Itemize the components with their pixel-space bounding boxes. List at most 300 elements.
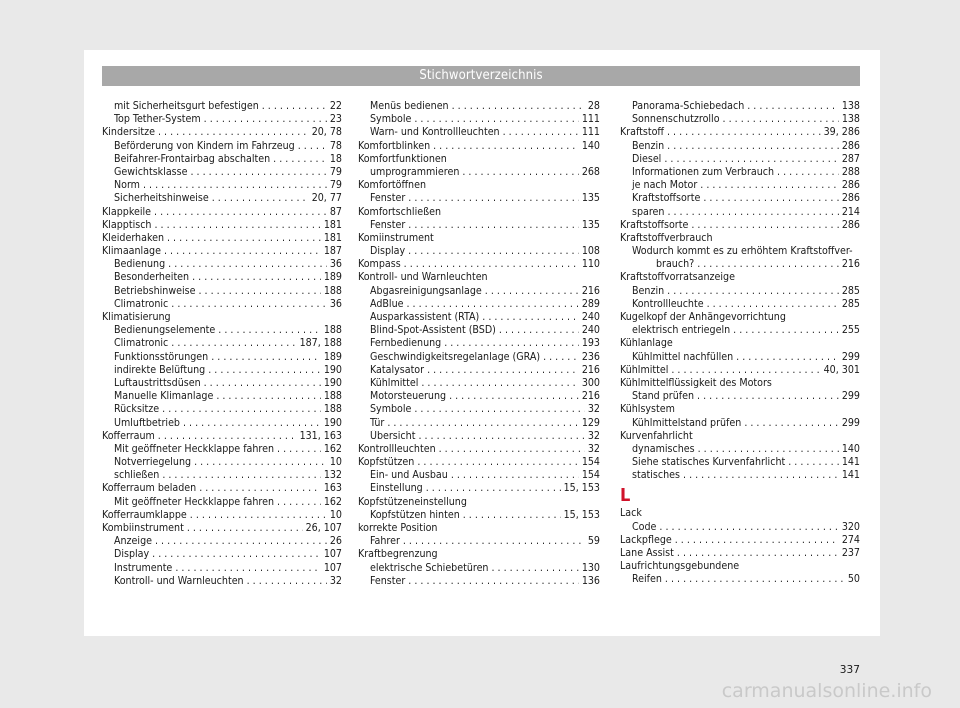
dot-leader <box>262 100 327 113</box>
dot-leader <box>408 575 579 588</box>
entry-page-ref: 287 <box>841 152 860 165</box>
index-subentry <box>102 337 342 350</box>
entry-term: Kofferraum <box>102 429 155 442</box>
index-entry <box>620 271 860 284</box>
entry-term: Luftaustrittsdüsen <box>114 376 201 389</box>
dot-leader <box>491 562 578 575</box>
entry-term: Kühlmittel nachfüllen <box>632 350 734 363</box>
index-subentry <box>620 573 860 586</box>
entry-page-ref: 18 <box>329 152 342 165</box>
index-subentry <box>358 100 600 113</box>
index-entry <box>102 430 342 443</box>
entry-term: Kraftstoffvorratsanzeige <box>620 271 735 284</box>
entry-page-ref: 190 <box>323 416 342 429</box>
index-subentry <box>620 417 860 430</box>
entry-term: Kugelkopf der Anhängevorrichtung <box>620 311 786 323</box>
dot-leader <box>503 126 579 139</box>
dot-leader <box>273 153 327 166</box>
entry-page-ref: 40, 301 <box>823 363 860 376</box>
index-subentry <box>358 298 600 311</box>
entry-term: Lane Assist <box>620 547 674 559</box>
index-entry <box>620 403 860 416</box>
entry-term: Kontrollleuchte <box>632 297 704 310</box>
entry-term: Instrumente <box>114 561 173 574</box>
index-subentry <box>102 469 342 482</box>
index-subentry <box>358 390 600 403</box>
entry-term: Blind-Spot-Assistent (BSD) <box>370 324 496 337</box>
entry-page-ref: 79 <box>329 165 342 178</box>
index-subentry <box>358 403 600 416</box>
entry-page-ref: 154 <box>581 456 600 469</box>
index-subentry <box>102 298 342 311</box>
entry-term: indirekte Belüftung <box>114 363 206 376</box>
entry-page-ref: 111 <box>581 113 600 126</box>
dot-leader <box>698 443 839 456</box>
entry-term: Kontrollleuchten <box>358 442 436 455</box>
entry-page-ref: 154 <box>581 469 600 482</box>
dot-leader <box>408 192 579 205</box>
entry-page-ref: 190 <box>323 363 342 376</box>
entry-term: je nach Motor <box>632 179 698 192</box>
entry-term: elektrische Schiebetüren <box>370 561 489 574</box>
dot-leader <box>697 258 839 271</box>
index-subentry <box>102 140 342 153</box>
dot-leader <box>194 456 327 469</box>
index-entry <box>620 560 860 573</box>
dot-leader <box>247 575 327 588</box>
entry-term: Kombiinstrument <box>102 522 184 534</box>
entry-page-ref: 59 <box>587 535 600 548</box>
entry-term: Gewichtsklasse <box>114 165 188 178</box>
index-subentry <box>620 206 860 219</box>
entry-page-ref: 285 <box>841 284 860 297</box>
index-subentry <box>102 390 342 403</box>
entry-page-ref: 32 <box>587 429 600 442</box>
dot-leader <box>187 522 303 535</box>
index-subentry <box>102 192 342 205</box>
dot-leader <box>667 126 821 139</box>
entry-page-ref: 188 <box>323 324 342 337</box>
entry-page-ref: 240 <box>581 324 600 337</box>
entry-page-ref: 79 <box>329 179 342 192</box>
index-subentry <box>102 351 342 364</box>
dot-leader <box>408 245 579 258</box>
entry-page-ref: 132 <box>323 469 342 482</box>
index-subentry <box>102 179 342 192</box>
index-subentry <box>358 285 600 298</box>
index-subentry <box>358 126 600 139</box>
entry-page-ref: 286 <box>841 179 860 192</box>
dot-leader <box>667 206 838 219</box>
dot-leader <box>154 219 320 232</box>
index-subentry <box>102 496 342 509</box>
dot-leader <box>198 285 320 298</box>
entry-term: Warn- und Kontrollleuchten <box>370 126 500 139</box>
entry-page-ref: 130 <box>581 561 600 574</box>
dot-leader <box>451 469 579 482</box>
entry-page-ref: 163 <box>323 482 342 495</box>
section-title: Stichwortverzeichnis <box>419 68 543 83</box>
entry-page-ref: 216 <box>581 390 600 403</box>
entry-term: Fahrer <box>370 535 400 548</box>
entry-page-ref: 138 <box>841 100 860 112</box>
dot-leader <box>387 417 578 430</box>
entry-term: Symbole <box>370 403 412 416</box>
entry-page-ref: 187 <box>323 245 342 258</box>
entry-term: umprogrammieren <box>370 165 460 178</box>
dot-leader <box>744 417 839 430</box>
dot-leader <box>667 140 839 153</box>
entry-page-ref: 22 <box>329 100 342 112</box>
index-entry <box>620 430 860 443</box>
entry-term: Komfortschließen <box>358 205 441 218</box>
entry-term: Siehe statisches Kurvenfahrlicht <box>632 456 786 469</box>
entry-term: Benzin <box>632 139 665 152</box>
entry-page-ref: 255 <box>841 324 860 337</box>
index-entry <box>620 126 860 139</box>
entry-term: Informationen zum Verbrauch <box>632 165 775 178</box>
entry-term: Kraftstoffverbrauch <box>620 231 713 244</box>
entry-term: Umluftbetrieb <box>114 416 180 429</box>
entry-term: Kofferraumklappe <box>102 508 187 521</box>
index-subentry <box>102 324 342 337</box>
index-letter-heading: L <box>620 485 631 507</box>
index-subentry <box>358 219 600 232</box>
index-subentry <box>358 113 600 126</box>
entry-term: Climatronic <box>114 337 169 350</box>
entry-term: Rücksitze <box>114 403 160 416</box>
dot-leader <box>154 206 327 219</box>
index-entry <box>358 443 600 456</box>
entry-term: Lack <box>620 507 642 520</box>
entry-term: Kühlsystem <box>620 403 675 416</box>
index-subentry <box>358 535 600 548</box>
index-subentry <box>102 271 342 284</box>
index-subentry <box>358 311 600 324</box>
entry-term: Wodurch kommt es zu erhöhtem Kraftstoffver- <box>632 245 853 258</box>
dot-leader <box>208 364 321 377</box>
index-subentry <box>358 430 600 443</box>
dot-leader <box>482 311 579 324</box>
index-subentry <box>620 140 860 153</box>
entry-page-ref: 110 <box>581 258 600 271</box>
index-subentry <box>620 113 860 126</box>
entry-page-ref: 216 <box>841 258 860 271</box>
entry-term: Diesel <box>632 152 662 165</box>
entry-term: Motorsteuerung <box>370 390 447 403</box>
dot-leader <box>777 166 839 179</box>
entry-term: Kurvenfahrlicht <box>620 429 693 442</box>
dot-leader <box>788 456 839 469</box>
dot-leader <box>675 534 839 547</box>
index-entry <box>620 337 860 350</box>
entry-page-ref: 131, 163 <box>299 429 342 442</box>
dot-leader <box>462 166 578 179</box>
entry-term: Komiinstrument <box>358 231 434 244</box>
dot-leader <box>164 245 321 258</box>
entry-page-ref: 23 <box>329 113 342 126</box>
dot-leader <box>171 337 296 350</box>
entry-term: Anzeige <box>114 535 152 548</box>
dot-leader <box>218 324 321 337</box>
dot-leader <box>277 443 321 456</box>
entry-term: Reifen <box>632 573 662 586</box>
index-entry <box>620 547 860 560</box>
index-subentry <box>102 100 342 113</box>
index-subentry <box>102 166 342 179</box>
entry-term: Top Tether-System <box>114 113 201 126</box>
dot-leader <box>691 219 839 232</box>
entry-term: Bedienung <box>114 258 166 271</box>
dot-leader <box>703 192 839 205</box>
entry-term: korrekte Position <box>358 522 438 534</box>
index-entry <box>358 179 600 192</box>
entry-term: Mit geöffneter Heckklappe fahren <box>114 442 275 455</box>
dot-leader <box>671 364 820 377</box>
entry-term: Beifahrer-Frontairbag abschalten <box>114 152 271 165</box>
dot-leader <box>426 482 561 495</box>
dot-leader <box>736 351 839 364</box>
index-subentry <box>102 417 342 430</box>
entry-term: Kopfstützeneinstellung <box>358 495 467 508</box>
index-subentry <box>358 482 600 495</box>
entry-term: Mit geöffneter Heckklappe fahren <box>114 495 275 508</box>
dot-leader <box>406 298 578 311</box>
index-subentry <box>358 351 600 364</box>
index-subentry <box>102 456 342 469</box>
entry-term: Kühlmittelflüssigkeit des Motors <box>620 376 772 389</box>
entry-page-ref: 20, 77 <box>311 192 342 205</box>
entry-page-ref: 240 <box>581 311 600 323</box>
entry-term: Symbole <box>370 113 412 126</box>
dot-leader <box>162 403 321 416</box>
entry-page-ref: 189 <box>323 350 342 363</box>
dot-leader <box>427 364 579 377</box>
entry-term: Display <box>370 245 406 258</box>
dot-leader <box>183 417 321 430</box>
entry-term: Kraftstoffsorte <box>620 218 689 231</box>
entry-term: Norm <box>114 179 140 192</box>
entry-term: Panorama-Schiebedach <box>632 100 745 112</box>
index-entry <box>358 496 600 509</box>
index-entry <box>620 232 860 245</box>
entry-page-ref: 107 <box>323 561 342 574</box>
entry-term: Komfortblinken <box>358 139 431 152</box>
dot-leader <box>204 113 327 126</box>
index-entry <box>620 507 860 520</box>
dot-leader <box>543 351 579 364</box>
index-subentry <box>620 521 860 534</box>
index-entry <box>102 522 342 535</box>
entry-term: Fenster <box>370 218 406 231</box>
entry-page-ref: 87 <box>329 205 342 218</box>
entry-page-ref: 108 <box>581 245 600 258</box>
entry-page-ref: 162 <box>323 495 342 508</box>
dot-leader <box>664 153 838 166</box>
entry-page-ref: 188 <box>323 390 342 403</box>
entry-term: Lackpflege <box>620 533 672 546</box>
index-entry <box>358 206 600 219</box>
entry-term: Komfortfunktionen <box>358 152 447 165</box>
entry-term: Kontroll- und Warnleuchten <box>358 271 488 284</box>
entry-term: Sicherheitshinweise <box>114 192 209 205</box>
page-number: 337 <box>839 664 860 676</box>
dot-leader <box>152 548 321 561</box>
entry-term: Kühlmittelstand prüfen <box>632 416 742 429</box>
entry-term: Kraftbegrenzung <box>358 548 438 561</box>
index-subentry <box>620 166 860 179</box>
dot-leader <box>143 179 327 192</box>
entry-page-ref: 193 <box>581 337 600 350</box>
dot-leader <box>421 377 578 390</box>
dot-leader <box>747 100 839 113</box>
entry-page-ref: 15, 153 <box>563 508 600 521</box>
dot-leader <box>158 126 309 139</box>
dot-leader <box>403 535 585 548</box>
dot-leader <box>190 509 327 522</box>
dot-leader <box>404 258 579 271</box>
dot-leader <box>659 521 838 534</box>
index-entry <box>102 509 342 522</box>
entry-term: Notverriegelung <box>114 456 192 469</box>
dot-leader <box>298 140 327 153</box>
dot-leader <box>444 337 579 350</box>
dot-leader <box>707 298 839 311</box>
entry-term: Komfortöffnen <box>358 179 427 192</box>
index-subentry <box>620 179 860 192</box>
entry-page-ref: 268 <box>581 165 600 178</box>
index-subentry <box>102 575 342 588</box>
entry-page-ref: 320 <box>841 520 860 533</box>
entry-page-ref: 181 <box>323 218 342 231</box>
index-entry <box>102 482 342 495</box>
entry-page-ref: 274 <box>841 533 860 546</box>
entry-term: Display <box>114 548 150 561</box>
entry-page-ref: 190 <box>323 376 342 389</box>
entry-term: AdBlue <box>370 297 404 310</box>
entry-term: Abgasreinigungsanlage <box>370 284 482 297</box>
entry-page-ref: 111 <box>581 126 600 139</box>
entry-page-ref: 188 <box>323 403 342 416</box>
index-subentry <box>620 351 860 364</box>
entry-term: schließen <box>114 469 160 482</box>
dot-leader <box>667 285 839 298</box>
entry-page-ref: 26, 107 <box>305 522 342 534</box>
dot-leader <box>439 443 585 456</box>
entry-term: Kraftstoff <box>620 126 664 139</box>
entry-page-ref: 299 <box>841 350 860 363</box>
index-subentry <box>620 456 860 469</box>
entry-page-ref: 32 <box>587 442 600 455</box>
entry-page-ref: 39, 286 <box>823 126 860 139</box>
index-entry <box>102 311 342 324</box>
index-subentry <box>102 153 342 166</box>
dot-leader <box>733 324 839 337</box>
entry-term: Fenster <box>370 192 406 205</box>
entry-term: statisches <box>632 469 681 482</box>
index-subentry <box>102 258 342 271</box>
dot-leader <box>168 258 327 271</box>
entry-term: Klapptisch <box>102 218 152 231</box>
entry-page-ref: 138 <box>841 113 860 126</box>
index-subentry <box>620 443 860 456</box>
dot-leader <box>190 166 326 179</box>
entry-term: Einstellung <box>370 482 423 495</box>
dot-leader <box>499 324 579 337</box>
entry-page-ref: 50 <box>847 573 860 586</box>
dot-leader <box>408 219 579 232</box>
dot-leader <box>449 390 579 403</box>
dot-leader <box>665 573 845 586</box>
entry-term: Kühlmittel <box>370 376 419 389</box>
dot-leader <box>723 113 839 126</box>
entry-page-ref: 141 <box>841 456 860 469</box>
dot-leader <box>485 285 579 298</box>
dot-leader <box>277 496 321 509</box>
index-entry <box>358 140 600 153</box>
index-subentry <box>620 324 860 337</box>
entry-term: Kopfstützen <box>358 456 415 469</box>
entry-term: Ausparkassistent (RTA) <box>370 311 480 323</box>
index-subentry <box>620 192 860 205</box>
entry-term: Kofferraum beladen <box>102 482 197 495</box>
index-subentry <box>358 469 600 482</box>
entry-term: Code <box>632 520 657 533</box>
entry-term: Kühlanlage <box>620 337 673 350</box>
entry-term: mit Sicherheitsgurt befestigen <box>114 100 259 112</box>
index-subentry <box>358 166 600 179</box>
entry-term: Menüs bedienen <box>370 100 449 112</box>
entry-page-ref: 187, 188 <box>299 337 342 350</box>
entry-page-ref: 236 <box>581 350 600 363</box>
entry-term: brauch? <box>656 258 695 271</box>
dot-leader <box>204 377 321 390</box>
index-subentry <box>620 100 860 113</box>
entry-term: Sonnenschutzrollo <box>632 113 720 126</box>
entry-page-ref: 162 <box>323 442 342 455</box>
entry-term: Kraftstoffsorte <box>632 192 701 205</box>
dot-leader <box>155 535 327 548</box>
index-subentry <box>358 575 600 588</box>
entry-page-ref: 286 <box>841 192 860 205</box>
entry-page-ref: 237 <box>841 547 860 559</box>
index-subentry <box>358 192 600 205</box>
index-subentry <box>102 285 342 298</box>
index-subentry <box>620 298 860 311</box>
dot-leader <box>199 482 321 495</box>
entry-term: Bedienungselemente <box>114 324 216 337</box>
entry-term: Tür <box>370 416 385 429</box>
entry-term: Klimatisierung <box>102 311 171 323</box>
entry-term: Benzin <box>632 284 665 297</box>
entry-term: Ein- und Ausbau <box>370 469 448 482</box>
index-subentry <box>102 113 342 126</box>
watermark: carmanualsonline.info <box>721 680 932 702</box>
entry-term: Fernbedienung <box>370 337 442 350</box>
entry-term: Manuelle Klimanlage <box>114 390 214 403</box>
dot-leader <box>211 351 321 364</box>
index-subentry <box>358 377 600 390</box>
dot-leader <box>171 298 327 311</box>
entry-page-ref: 285 <box>841 297 860 310</box>
dot-leader <box>433 140 579 153</box>
entry-page-ref: 214 <box>841 205 860 218</box>
entry-term: Beförderung von Kindern im Fahrzeug <box>114 139 295 152</box>
entry-term: Kleiderhaken <box>102 231 164 244</box>
entry-page-ref: 216 <box>581 363 600 376</box>
index-entry <box>358 271 600 284</box>
entry-term: Besonderheiten <box>114 271 190 284</box>
